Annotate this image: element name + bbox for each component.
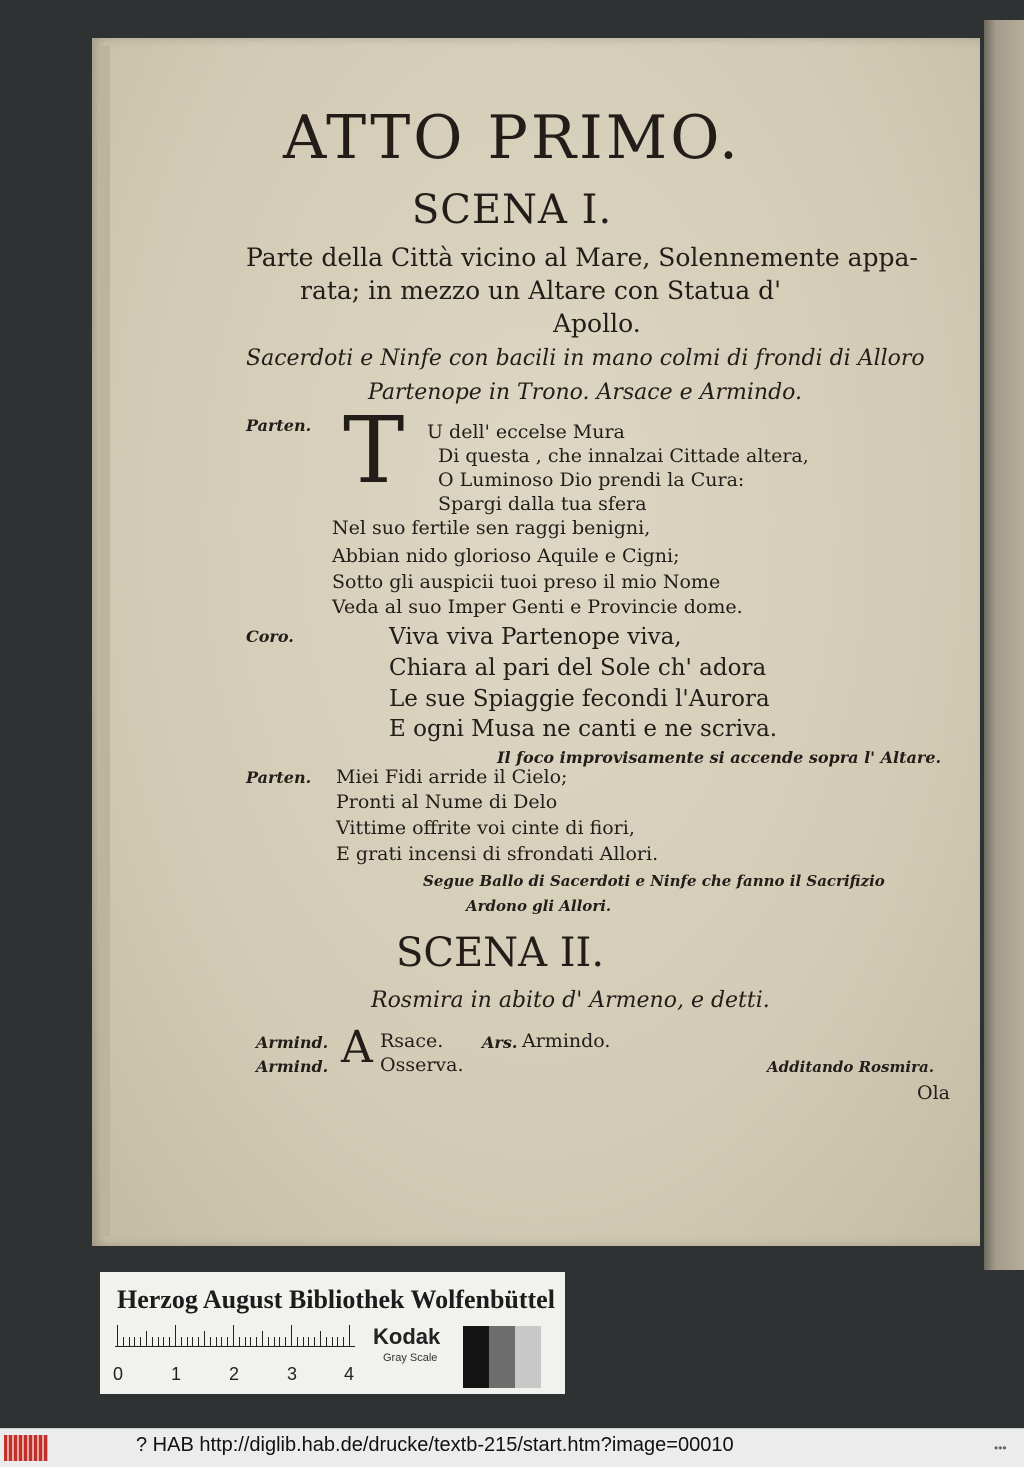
ruler-tick (129, 1337, 130, 1347)
act-title: ATTO PRIMO. (283, 103, 741, 173)
verse-line: Abbian nido glorioso Aquile e Cigni; (332, 545, 680, 567)
ruler-number: 1 (171, 1364, 182, 1384)
ruler-tick (210, 1337, 211, 1347)
ruler-tick (233, 1325, 234, 1347)
verse-line: Sotto gli auspicii tuoi preso il mio Nome (332, 571, 721, 593)
ruler-tick (239, 1337, 240, 1347)
ruler-tick (175, 1325, 176, 1347)
verse-line: Vittime offrite voi cinte di fiori, (336, 817, 635, 839)
catchword: Ola (917, 1082, 950, 1104)
verse-line: Veda al suo Imper Genti e Provincie dome. (332, 596, 743, 618)
speaker-label: Armind. (256, 1057, 329, 1076)
ruler-tick (308, 1337, 309, 1347)
ruler-number: 2 (229, 1364, 240, 1384)
verse-line: Pronti al Nume di Delo (336, 791, 558, 813)
drop-cap: A (341, 1022, 373, 1073)
speaker-label: Ars. (482, 1033, 518, 1052)
scene-description-line: Parte della Città vicino al Mare, Solennemente appa- (246, 243, 918, 272)
hab-barcode-icon[interactable] (4, 1435, 48, 1461)
ruler-tick (169, 1337, 170, 1347)
ruler-tick (163, 1337, 164, 1347)
gray-swatch-mid (489, 1326, 515, 1388)
ruler-tick (349, 1325, 350, 1347)
ruler-tick (256, 1337, 257, 1347)
ruler-tick (343, 1337, 344, 1347)
ruler-tick (140, 1337, 141, 1347)
scene-title: SCENA I. (411, 187, 613, 233)
stage-direction: Segue Ballo di Sacerdoti e Ninfe che fanno il Sacrifizio (423, 872, 885, 890)
stage-direction: Additando Rosmira. (767, 1058, 934, 1076)
verse-line: Di questa , che innalzai Cittade altera, (438, 445, 809, 467)
ruler-tick (337, 1337, 338, 1347)
ruler-tick (134, 1337, 135, 1347)
ruler-tick (297, 1337, 298, 1347)
verse-line: E grati incensi di sfrondati Allori. (336, 843, 659, 865)
ruler-tick (274, 1337, 275, 1347)
ruler-tick (268, 1337, 269, 1347)
drop-cap: T (343, 397, 405, 504)
ruler-tick (326, 1337, 327, 1347)
gray-swatch-black (463, 1326, 489, 1388)
ruler-tick (285, 1337, 286, 1347)
speaker-label: Armind. (256, 1033, 329, 1052)
ruler-tick (187, 1337, 188, 1347)
ruler-tick (250, 1337, 251, 1347)
ruler-tick (332, 1337, 333, 1347)
verse-line: Miei Fidi arride il Cielo; (336, 766, 568, 788)
ruler-tick (221, 1337, 222, 1347)
ruler-tick (262, 1331, 263, 1347)
ruler-tick (204, 1331, 205, 1347)
ruler-tick (279, 1337, 280, 1347)
speaker-label: Parten. (246, 768, 312, 787)
kodak-logo: Kodak (373, 1324, 441, 1349)
ruler-tick (320, 1331, 321, 1347)
verse-line: Viva viva Partenope viva, (389, 624, 682, 650)
dialogue-line: Osserva. (380, 1054, 464, 1076)
gray-scale-label: Gray Scale (383, 1352, 438, 1364)
ruler-tick (181, 1337, 182, 1347)
gray-swatch-light (515, 1326, 541, 1388)
ruler-tick (291, 1325, 292, 1347)
stage-direction: Ardono gli Allori. (466, 897, 612, 915)
verse-line: Chiara al pari del Sole ch' adora (389, 655, 767, 681)
speaker-label: Parten. (246, 416, 312, 435)
ruler-tick (158, 1337, 159, 1347)
scene-description-line: rata; in mezzo un Altare con Statua d' (300, 276, 781, 305)
scene-description-line: Apollo. (553, 309, 641, 338)
ruler-number: 0 (113, 1364, 124, 1384)
institution-label: Herzog August Bibliothek Wolfenbüttel (117, 1285, 555, 1314)
ruler-tick (198, 1337, 199, 1347)
more-options-icon[interactable]: ••• (994, 1441, 1007, 1455)
dialogue-line: Rsace. (380, 1030, 444, 1052)
ruler-tick (245, 1337, 246, 1347)
dialogue-line: Armindo. (522, 1030, 611, 1052)
scene-description: Rosmira in abito d' Armeno, e detti. (371, 988, 770, 1013)
ruler-tick (216, 1337, 217, 1347)
verse-line: U dell' eccelse Mura (427, 421, 625, 443)
ruler-tick (314, 1337, 315, 1347)
ruler-tick (227, 1337, 228, 1347)
stage-direction: Il foco improvisamente si accende sopra l' Altare. (497, 748, 942, 767)
verse-line: Spargi dalla tua sfera (438, 493, 647, 515)
verse-line: O Luminoso Dio prendi la Cura: (438, 469, 745, 491)
ruler-tick (152, 1337, 153, 1347)
verse-line: E ogni Musa ne canti e ne scriva. (389, 716, 778, 742)
ruler-number: 4 (344, 1364, 355, 1384)
ruler-tick (123, 1337, 124, 1347)
ruler-tick (192, 1337, 193, 1347)
verse-line: Le sue Spiaggie fecondi l'Aurora (389, 686, 770, 712)
status-url[interactable]: ? HAB http://diglib.hab.de/drucke/textb-215/start.htm?image=00010 (136, 1434, 734, 1456)
speaker-label: Coro. (246, 627, 294, 646)
stage-direction: Sacerdoti e Ninfe con bacili in mano colmi di frondi di Alloro (246, 346, 925, 371)
scene-title: SCENA II. (395, 930, 605, 976)
verse-line: Nel suo fertile sen raggi benigni, (332, 517, 651, 539)
stage-direction: Partenope in Trono. Arsace e Armindo. (368, 380, 803, 405)
ruler-number: 3 (287, 1364, 298, 1384)
ruler-tick (146, 1331, 147, 1347)
ruler-tick (117, 1325, 118, 1347)
ruler-tick (303, 1337, 304, 1347)
